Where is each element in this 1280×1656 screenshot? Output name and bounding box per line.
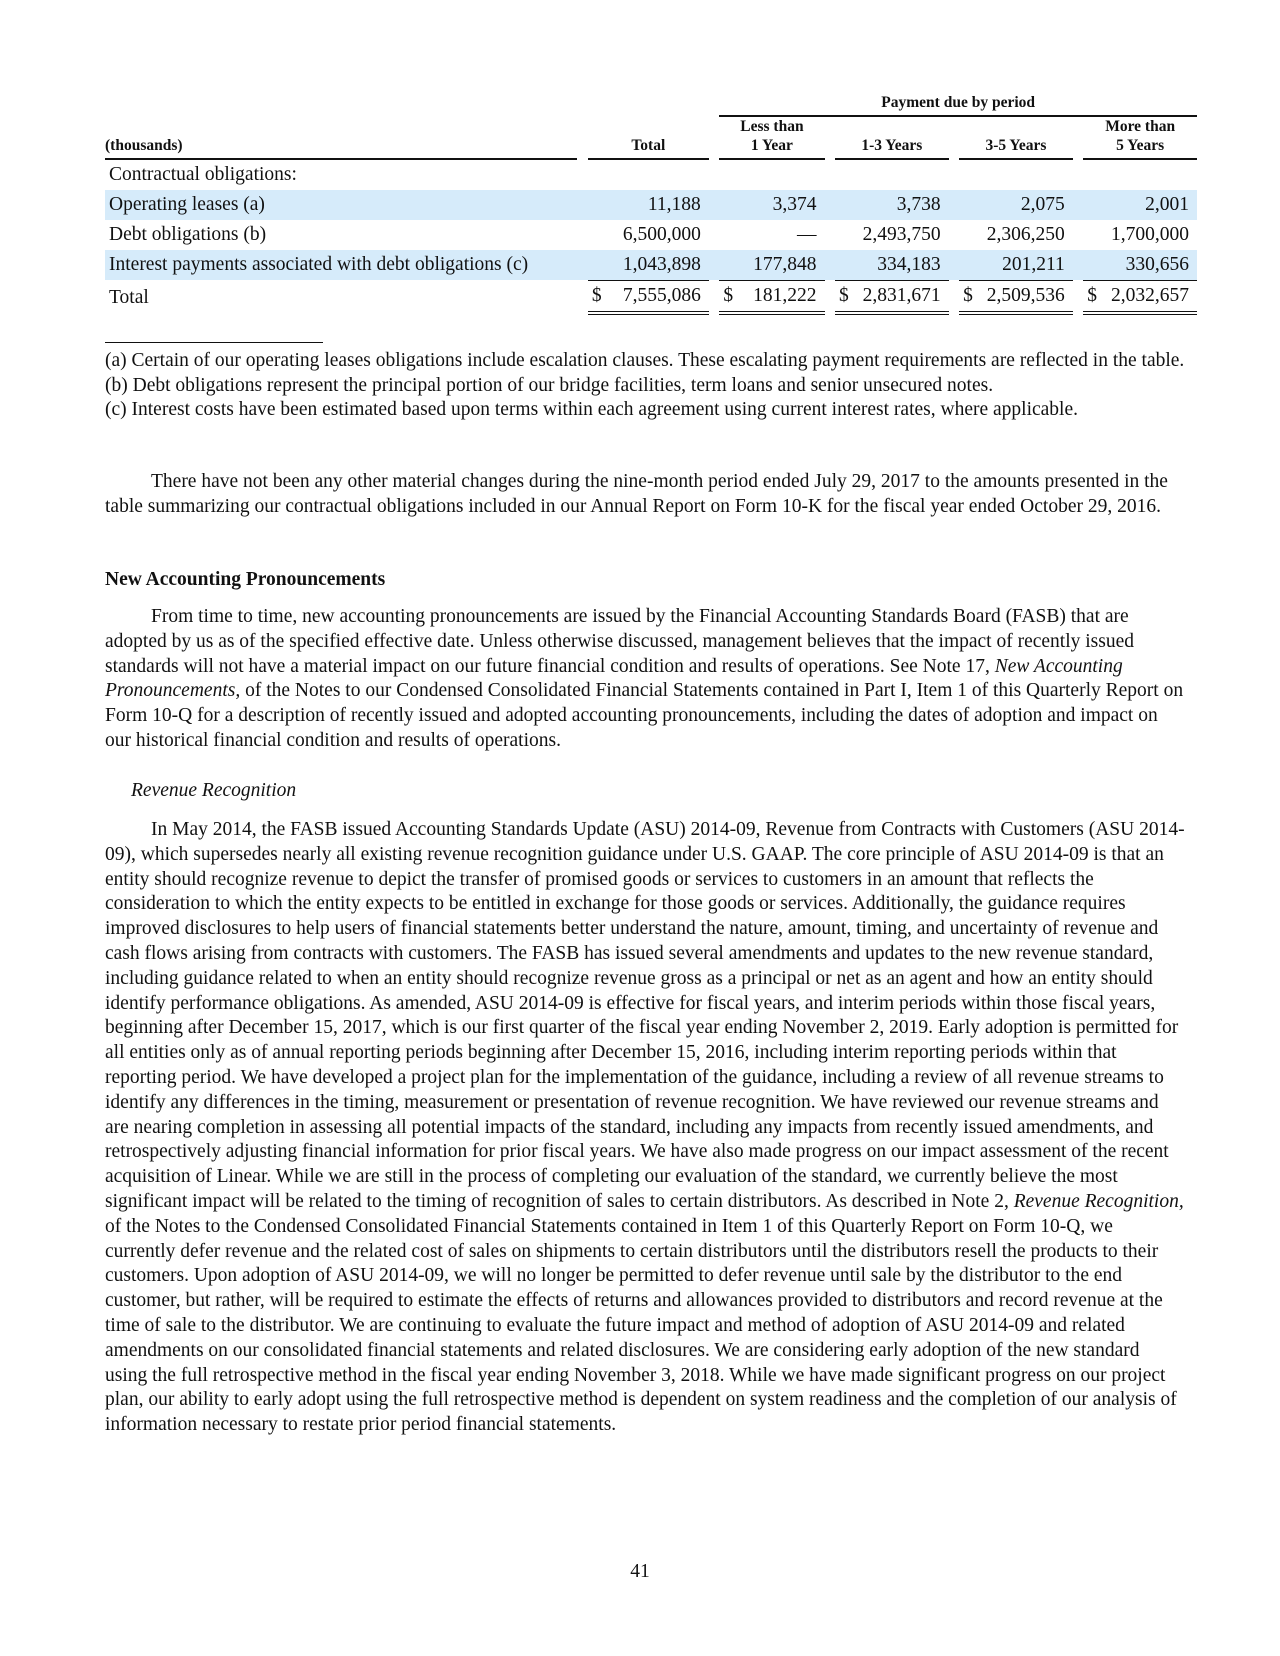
- units-header: (thousands): [105, 137, 183, 154]
- cell-3-5: [959, 280, 1073, 315]
- 1-3-years-header: 1-3 Years: [835, 117, 949, 160]
- cell-lt1: 177,848: [719, 250, 824, 280]
- amount: 181,222: [753, 285, 817, 306]
- cell-1-3: 2,493,750: [862, 224, 941, 245]
- note-reference: Revenue Recognition,: [1013, 1190, 1184, 1212]
- cell-total: 1,043,898: [588, 250, 709, 280]
- cell-3-5: 2,075: [959, 190, 1073, 220]
- cell-total: 11,188: [588, 190, 709, 220]
- less-than-1-year-header: [719, 117, 824, 160]
- amount: 7,555,086: [622, 285, 701, 306]
- 3-5-years-header: 3-5 Years: [959, 117, 1073, 160]
- cell-gt5: [1083, 280, 1197, 315]
- amount: 2,509,536: [986, 285, 1065, 306]
- cell-gt5: 2,001: [1083, 190, 1197, 220]
- section-heading: New Accounting Pronouncements: [105, 569, 386, 590]
- section-label: Contractual obligations:: [109, 164, 297, 185]
- header-line: Less than: [740, 118, 804, 135]
- text-run: of the Notes to the Condensed Consolidated Financial Statements contained in Item 1 of this Quarterly Report on Form 10-Q, we currently defer revenue and the related cost of sales on shipments to certain distributors until the distributors resell the products to their customers. Upon adoption of ASU 2014-09, we will no longer be permitted to defer revenue until sale by the distributor to the end customer, but rather, will be required to estimate the effects of returns and allowances provided to distributors and record revenue at the time of sale to the distributor. We are continuing to evaluate the future impact and method of adoption of ASU 2014-09 and related amendments on our consolidated financial statements and related disclosures. We are considering early adoption of the new standard using the full retrospective method in the fiscal year ending November 3, 2018. While we have made significant progress on our project plan, our ability to early adopt using the full retrospective method is dependent on system readiness and the completion of our analysis of information necessary to restate prior period financial statements.: [105, 1215, 1177, 1436]
- payment-due-header: Payment due by period: [719, 86, 1197, 117]
- footnote-b: (b) Debt obligations represent the principal portion of our bridge facilities, term loans and senior unsecured notes.: [105, 374, 994, 396]
- footnotes: [105, 349, 1185, 423]
- cell-3-5: 2,306,250: [986, 224, 1065, 245]
- pronouncements-paragraph: [105, 605, 1185, 754]
- row-label: Operating leases (a): [105, 190, 577, 220]
- cell-gt5: 330,656: [1083, 250, 1197, 280]
- table-row: [105, 190, 1197, 220]
- cell-total: 6,500,000: [622, 224, 701, 245]
- header-line: 5 Years: [1116, 137, 1165, 154]
- cell-3-5: 201,211: [959, 250, 1073, 280]
- subsection-heading: Revenue Recognition: [131, 780, 297, 801]
- footnote-a: (a) Certain of our operating leases obligations include escalation clauses. These escalating payment requirements are reflected in the table.: [105, 350, 1185, 371]
- amount: 2,032,657: [1111, 285, 1189, 306]
- header-line: More than: [1105, 118, 1176, 135]
- text-run: of the Notes to our Condensed Consolidated Financial Statements contained in Part I, Item 1 of this Quarterly Report on Form 10-Q for a description of recently issued and adopted accounting pronouncements, including the dates of adoption and impact on our historical financial condition and results of operations.: [105, 680, 1184, 751]
- page-number: 41: [630, 1561, 650, 1582]
- cell-gt5: 1,700,000: [1111, 224, 1189, 245]
- row-label: Debt obligations (b): [109, 224, 267, 245]
- note-reference: New Accounting Pronouncements,: [105, 655, 1123, 702]
- total-header: Total: [588, 117, 709, 160]
- cell-1-3: [835, 280, 949, 315]
- span-header-row: [105, 86, 1197, 117]
- table-row: [105, 250, 1197, 280]
- header-line: 1 Year: [750, 137, 793, 154]
- footnote-c: (c) Interest costs have been estimated based upon terms within each agreement using current interest rates, where applicable.: [105, 399, 1078, 420]
- currency-symbol: $: [723, 285, 734, 306]
- cell-1-3: 3,738: [835, 190, 949, 220]
- cell-lt1: 3,374: [719, 190, 824, 220]
- currency-symbol: $: [1087, 285, 1098, 306]
- amount: 2,831,671: [862, 285, 941, 306]
- contractual-obligations-table: [105, 86, 1197, 315]
- currency-symbol: $: [591, 285, 602, 306]
- column-header-row: [105, 117, 1197, 160]
- table-row: [105, 220, 1197, 250]
- revenue-recognition-paragraph: [105, 818, 1185, 1438]
- text-run: From time to time, new accounting pronouncements are issued by the Financial Accounting Standards Board (FASB) that are adopted by us as of the specified effective date. Unless otherwise discussed, management believes that the impact of recently issued standards will not have a material impact on our future financial condition and results of operations. See Note 17,: [105, 606, 1135, 677]
- more-than-5-years-header: [1083, 117, 1197, 160]
- changes-paragraph: There have not been any other material changes during the nine-month period ended July 29, 2017 to the amounts presented in the table summarizing our contractual obligations included in our Annual Report on Form 10-K for the fiscal year ended October 29, 2016.: [105, 471, 1168, 517]
- text-run: In May 2014, the FASB issued Accounting Standards Update (ASU) 2014-09, Revenue from Contracts with Customers (ASU 2014-09), which supersedes nearly all existing revenue recognition guidance under U.S. GAAP. The core principle of ASU 2014-09 is that an entity should recognize revenue to depict the transfer of promised goods or services to customers in an amount that reflects the consideration to which the entity expects to be entitled in exchange for those goods or services. Additionally, the guidance requires improved disclosures to help users of financial statements better understand the nature, amount, timing, and uncertainty of revenue and cash flows arising from contracts with customers. The FASB has issued several amendments and updates to the new revenue standard, including guidance related to when an entity should recognize revenue gross as a principal or net as an agent and how an entity should identify performance obligations. As amended, ASU 2014-09 is effective for fiscal years, and interim periods within those fiscal years, beginning after December 15, 2017, which is our first quarter of the fiscal year ending November 2, 2019. Early adoption is permitted for all entities only as of annual reporting periods beginning after December 15, 2016, including interim reporting periods within that reporting period. We have developed a project plan for the implementation of the guidance, including a review of all revenue streams to identify any differences in the timing, measurement or presentation of revenue recognition. We have reviewed our revenue streams and are nearing completion in assessing all potential impacts of the standard, including any impacts from recently issued amendments, and retrospectively adjusting financial information for prior fiscal years. We have also made progress on our impact assessment of the recent acquisition of Linear. While we are still in the process of completing our evaluation of the standard, we currently believe the most significant impact will be related to the timing of recognition of sales to certain distributors. As described in Note 2,: [105, 819, 1185, 1212]
- row-label: Interest payments associated with debt obligations (c): [105, 250, 577, 280]
- currency-symbol: $: [839, 285, 849, 306]
- cell-lt1: —: [797, 224, 817, 245]
- cell-lt1: [719, 280, 824, 315]
- cell-1-3: 334,183: [835, 250, 949, 280]
- cell-total: [588, 280, 709, 315]
- currency-symbol: $: [963, 285, 973, 306]
- total-row: [105, 280, 1197, 315]
- section-label-row: [105, 160, 1197, 190]
- footnote-divider: [105, 342, 323, 343]
- total-label: Total: [109, 286, 149, 308]
